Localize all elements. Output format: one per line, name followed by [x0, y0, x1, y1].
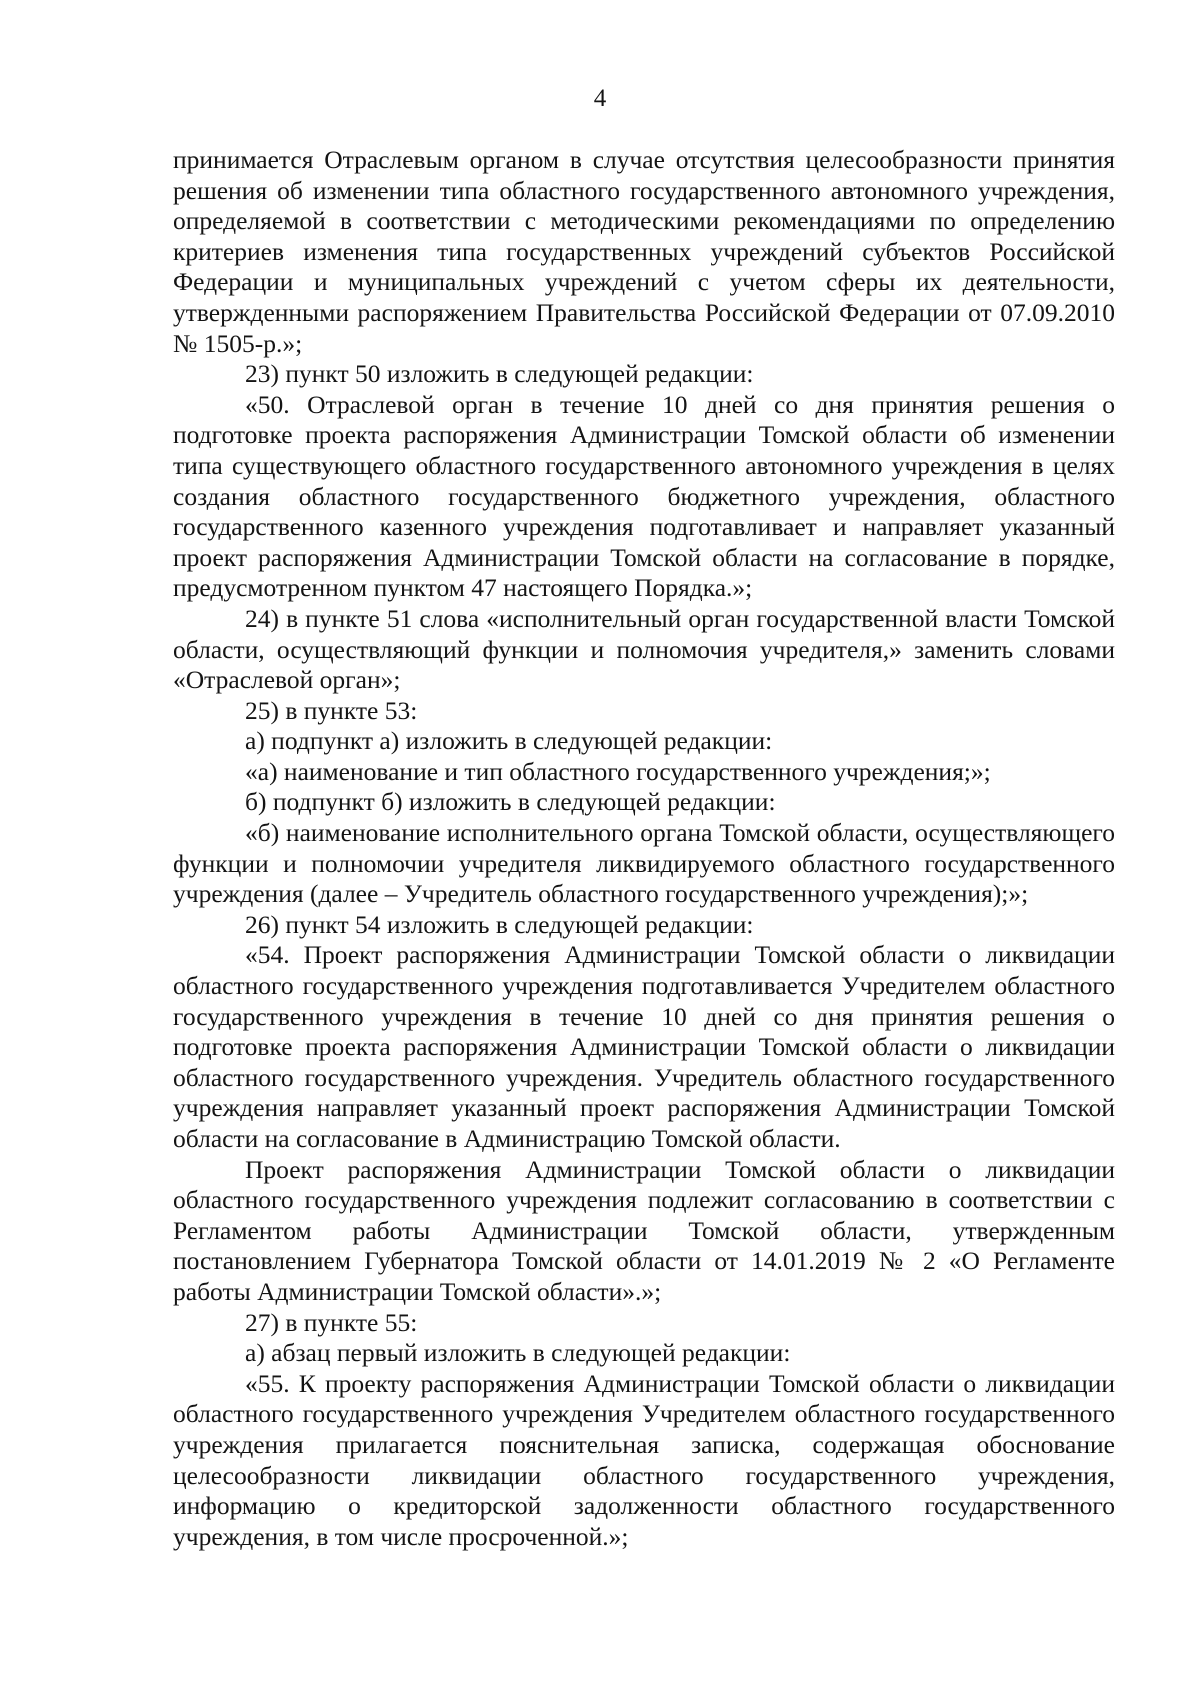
paragraph-item-26: 26) пункт 54 изложить в следующей редакции:	[245, 909, 754, 939]
paragraph-item-24: 24) в пункте 51 слова «исполнительный орган государственной власти Томской области, осуществляющий функции и полномочия учредителя,» заменить словами «Отраслевой орган»;	[173, 603, 1115, 695]
paragraph-continuation: принимается Отраслевым органом в случае отсутствия целесообразности принятия решения об изменении типа областного государственного автономного учреждения, определяемой в соответствии с методическими рекомендациями по определению критериев изменения типа государственных учреждений субъектов Российской Федерации и муниципальных учреждений с учетом сферы их деятельности, утвержденными распоряжением Правительства Российской Федерации от 07.09.2010 № 1505-р.»;	[173, 145, 1115, 358]
paragraph-point-50: «50. Отраслевой орган в течение 10 дней со дня принятия решения о подготовке проекта распоряжения Администрации Томской области об изменении типа существующего областного государственного автономного учреждения в целях создания областного государственного бюджетного учреждения, областного государственного казенного учреждения подготавливает и направляет указанный проект распоряжения Администрации Томской области на согласование в порядке, предусмотренном пунктом 47 настоящего Порядка.»;	[173, 389, 1115, 603]
paragraph-item-27-a: а) абзац первый изложить в следующей редакции:	[245, 1338, 791, 1368]
paragraph-point-54: «54. Проект распоряжения Администрации Томской области о ликвидации областного государственного учреждения подготавливается Учредителем областного государственного учреждения в течение 10 дней со дня принятия решения о подготовке проекта распоряжения Администрации Томской области о ликвидации областного государственного учреждения. Учредитель областного государственного учреждения направляет указанный проект распоряжения Администрации Томской области на согласование в Администрацию Томской области.	[173, 940, 1115, 1153]
paragraph-item-25-a-text: «а) наименование и тип областного государственного учреждения;»;	[245, 756, 991, 786]
paragraph-item-25-a: а) подпункт а) изложить в следующей редакции:	[245, 726, 773, 756]
document-body	[173, 145, 1115, 1552]
page-number: 4	[593, 85, 607, 112]
paragraph-item-25: 25) в пункте 53:	[245, 695, 418, 725]
paragraph-point-55: «55. К проекту распоряжения Администрации Томской области о ликвидации областного государственного учреждения Учредителем областного государственного учреждения прилагается пояснительная записка, содержащая обоснование целесообразности ликвидации областного государственного учреждения, информацию о кредиторской задолженности областного государственного учреждения, в том числе просроченной.»;	[173, 1368, 1115, 1551]
paragraph-item-25-b-text: «б) наименование исполнительного органа Томской области, осуществляющего функции и полномочии учредителя ликвидируемого областного государственного учреждения (далее – Учредитель областного государственного учреждения);»;	[173, 818, 1115, 909]
paragraph-point-54-second: Проект распоряжения Администрации Томской области о ликвидации областного государственного учреждения подлежит согласованию в соответствии с Регламентом работы Администрации Томской области, утвержденным постановлением Губернатора Томской области от 14.01.2019 № 2 «О Регламенте работы Администрации Томской области».»;	[173, 1154, 1115, 1306]
paragraph-item-27: 27) в пункте 55:	[245, 1307, 418, 1337]
paragraph-item-23: 23) пункт 50 изложить в следующей редакции:	[245, 359, 754, 389]
paragraph-item-25-b: б) подпункт б) изложить в следующей редакции:	[245, 787, 776, 817]
